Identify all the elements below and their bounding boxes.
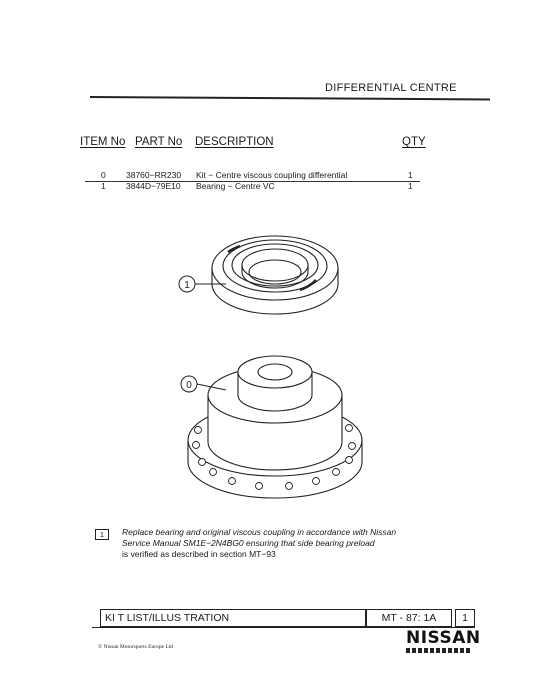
footer-page-code: MT - 87: 1A xyxy=(366,609,452,627)
note-line-1: Replace bearing and original viscous coupling in accordance with Nissan xyxy=(122,527,397,537)
row-part-no: 3844D−79E10 xyxy=(126,181,181,191)
copyright-text: © Nissan Motorsports Europe Ltd xyxy=(98,644,174,650)
note-line-2: Service Manual SM1E−2N4BG0 ensuring that side bearing preload xyxy=(122,538,375,548)
logo-stripe xyxy=(406,648,470,653)
column-header-qty: QTY xyxy=(402,136,426,148)
row-description: Kit − Centre viscous coupling differential xyxy=(196,170,348,180)
footer-kit-list-label: KI T LIST/ILLUS TRATION xyxy=(100,609,366,627)
column-header-part-no: PART No xyxy=(135,136,183,148)
row-item-no: 1 xyxy=(101,181,106,191)
bearing-drawing xyxy=(212,236,338,314)
row-qty: 1 xyxy=(408,181,413,191)
footer-page-number: 1 xyxy=(455,609,475,627)
note-marker: 1 xyxy=(95,529,109,540)
viscous-coupling-drawing xyxy=(188,356,362,498)
row-item-no: 0 xyxy=(101,170,106,180)
column-header-description: DESCRIPTION xyxy=(195,136,274,148)
row-part-no: 38760−RR230 xyxy=(126,170,182,180)
callout-bearing-label: 1 xyxy=(184,280,190,291)
row-qty: 1 xyxy=(408,170,413,180)
callout-coupling-label: 0 xyxy=(186,380,192,391)
nissan-logo: NISSAN xyxy=(406,628,481,648)
note-line-3: is verified as described in section MT−93 xyxy=(122,549,276,559)
service-note xyxy=(122,527,422,560)
row-description: Bearing − Centre VC xyxy=(196,181,275,191)
column-header-item-no: ITEM No xyxy=(80,136,126,148)
section-title: DIFFERENTIAL CENTRE xyxy=(325,82,457,94)
